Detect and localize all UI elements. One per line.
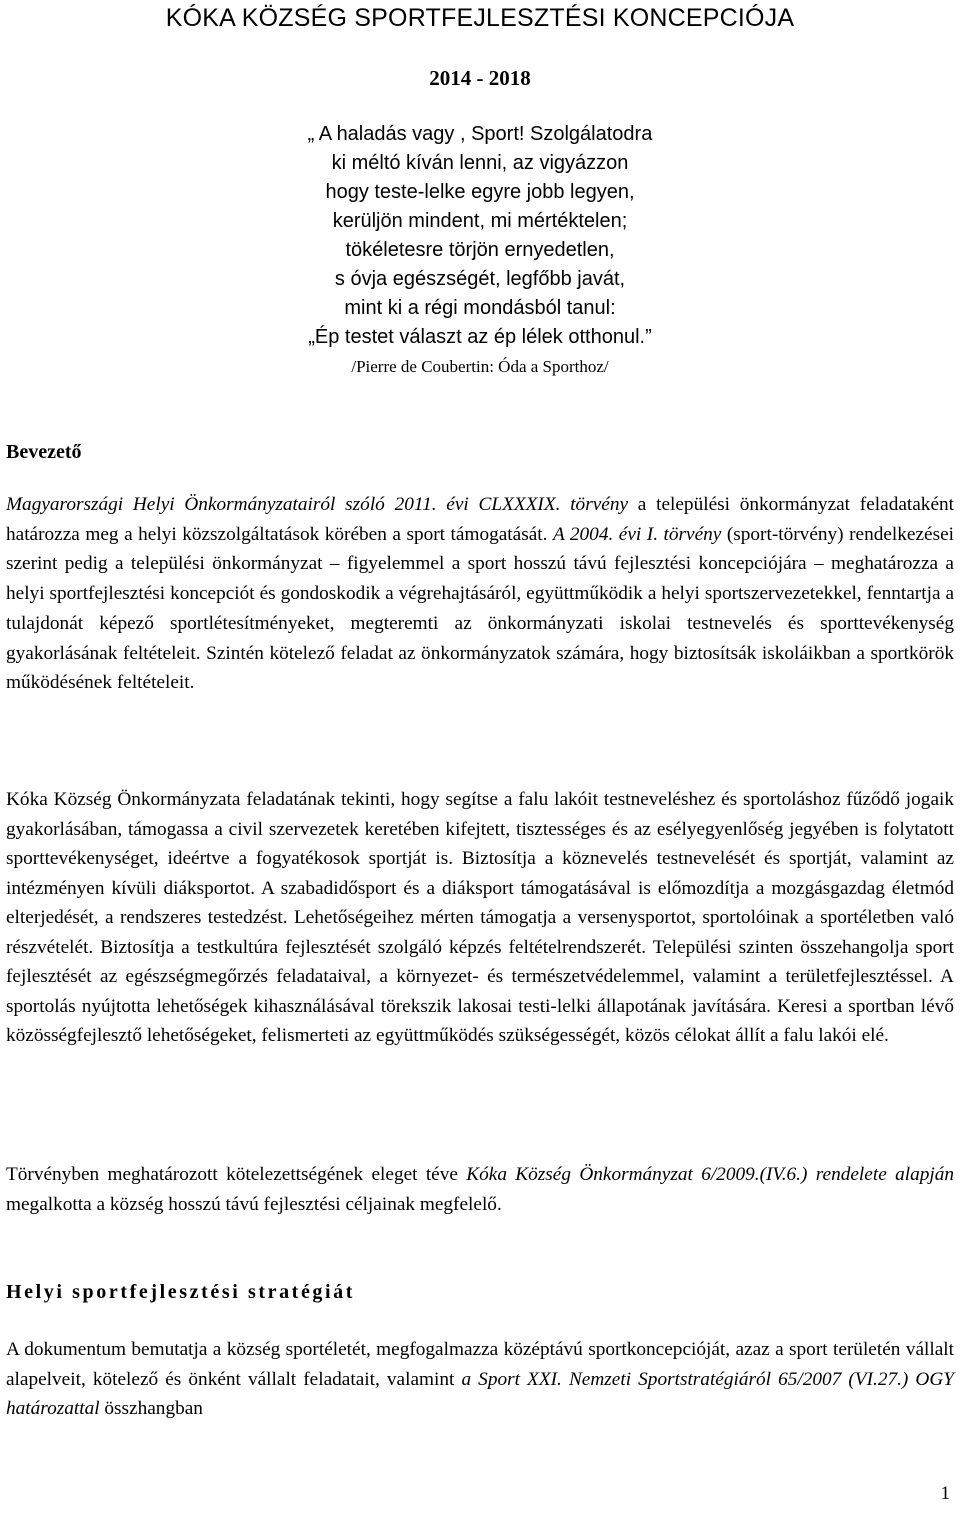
paragraph-text: megalkotta a község hosszú távú fejlesztési céljainak megfelelő. [6,1193,502,1215]
poem-line: ki méltó kíván lenni, az vigyázzon [331,152,629,174]
poem-line: „Ép testet választ az ép lélek otthonul.” [308,326,652,348]
poem-line: s óvja egészségét, legfőbb javát, [334,268,626,290]
decree-reference: Kóka Község Önkormányzat 6/2009.(IV.6.) rendelete alapján [466,1164,954,1185]
poem [0,120,960,352]
document-years: 2014 - 2018 [429,66,531,90]
page-number: 1 [940,1483,950,1504]
law-reference: Magyarországi Helyi Önkormányzatairól szóló 2011. évi CLXXXIX. törvény [6,494,629,515]
section-heading-strategy: Helyi sportfejlesztési stratégiát [6,1281,356,1303]
paragraph-text: (sport-törvény) rendelkezései szerint pedig a települési önkormányzat – figyelemmel a sport hosszú távú fejlesztési koncepciójára – meghatározza a helyi sportfejlesztési koncepciót és gondoskodik a végrehajtásáról, együttműködik a helyi sportszervezetekkel, fenntartja a tulajdonát képező sportlétesítményeket, megteremti az önkormányzati iskolai testnevelés és sporttevékenység gyakorlásának feltételeit. Szintén kötelező feladat az önkormányzatok számára, hogy biztosítsák iskoláikban a sportkörök működésének feltételeit. [6,523,954,694]
paragraph-text: A dokumentum bemutatja a község sportéletét, megfogalmazza középtávú sportkoncepcióját, azaz a sport területén vállalt alapelveit, kötelező és önként vállalt feladatait, valamint [6,1339,954,1390]
paragraph-law [6,490,954,698]
poem-line: mint ki a régi mondásból tanul: [344,297,616,319]
poem-line: tökéletesre törjön ernyedetlen, [345,239,615,261]
poem-line: hogy teste-lelke egyre jobb legyen, [325,181,635,203]
paragraph-text: összhangban [99,1398,203,1420]
paragraph-municipality: Kóka Község Önkormányzata feladatának tekinti, hogy segítse a falu lakóit testneveléshez és sportoláshoz fűződő jogaik gyakorlásában, támogassa a civil szervezetek keretében kifejtett, tisztességes és az esélyegyenlőség jegyében is folytatott sporttevékenységet, ideértve a fogyatékosok sportját is. Biztosítja a köznevelés testnevelését és sportját, valamint az intézményen kívüli diáksportot. A szabadidősport és a diáksport támogatásával is előmozdítja a mozgásgazdag életmód elterjedését, a rendszeres testedzést. Lehetőségeihez mérten támogatja a versenysportot, sportolóinak a sportéletben való részvételét. Biztosítja a testkultúra fejlesztését szolgáló képzés feltételrendszerét. Települési szinten összehangolja sport fejlesztését az egészségmegőrzés feladataival, a környezet- és természetvédelemmel, valamint a területfejlesztéssel. A sportolás nyújtotta lehetőségek kihasználásával törekszik lakosai testi-lelki állapotának javítására. Keresi a sportban lévő közösségfejlesztő lehetőségeket, felismerteti az együttműködés szükségességét, közös célokat állít a falu lakói elé. [6,789,954,1046]
document-title: KÓKA KÖZSÉG SPORTFEJLESZTÉSI KONCEPCIÓJA [165,4,795,32]
law-reference: A 2004. évi I. törvény [552,523,722,545]
paragraph-decree [6,1160,954,1219]
section-heading-intro: Bevezető [6,441,82,463]
paragraph-document-overview [6,1335,954,1424]
poem-attribution: /Pierre de Coubertin: Óda a Sporthoz/ [351,357,609,376]
paragraph-text: Törvényben meghatározott kötelezettségének eleget téve [6,1164,467,1185]
poem-line: kerüljön mindent, mi mértéktelen; [332,210,628,232]
paragraph-text: a települési önkormányzat feladataként határozza meg a helyi közszolgáltatások körében a sport támogatását. [6,494,954,545]
strategy-reference: a Sport XXI. Nemzeti Sportstratégiáról 65/2007 (VI.27.) OGY határozattal [6,1368,955,1420]
poem-line: „ A haladás vagy , Sport! Szolgálatodra [307,123,653,145]
